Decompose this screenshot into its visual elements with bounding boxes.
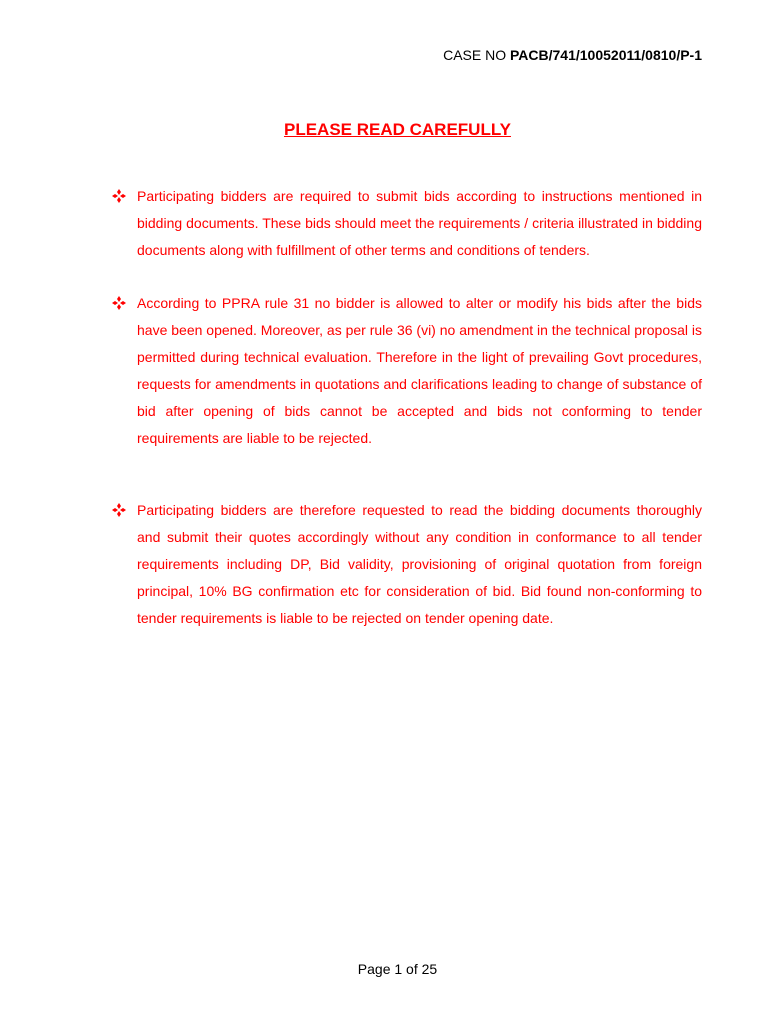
case-no-value: PACB/741/10052011/0810/P-1 (510, 47, 702, 63)
bullet-text: Participating bidders are therefore requested to read the bidding documents thoroughly and submit their quotes accordingly without any condition in conformance to all tender requirements including DP, Bid validity, provisioning of original quotation from foreign principal, 10% BG confirmation etc for consideration of bid. Bid found non-conforming to tender requirements is liable to be rejected on tender opening date. (137, 502, 702, 626)
diamond-bullet-icon (111, 502, 127, 518)
page-number: Page 1 of 25 (357, 961, 438, 977)
case-no-prefix: CASE NO (443, 47, 510, 63)
case-number-header (443, 47, 702, 63)
bullet-text: According to PPRA rule 31 no bidder is allowed to alter or modify his bids after the bids have been opened. Moreover, as per rule 36 (vi) no amendment in the technical proposal is permitted during technical evaluation. Therefore in the light of prevailing Govt procedures, requests for amendments in quotations and clarifications leading to change of substance of bid after opening of bids cannot be accepted and bids not conforming to tender requirements are liable to be rejected. (137, 295, 703, 446)
diamond-bullet-icon (111, 188, 127, 204)
bullet-text: Participating bidders are required to submit bids according to instructions mentioned in bidding documents. These bids should meet the requirements / criteria illustrated in bidding documents along with fulfillment of other terms and conditions of tenders. (137, 188, 702, 258)
page-title: PLEASE READ CAREFULLY (283, 120, 511, 139)
diamond-bullet-icon (111, 295, 127, 311)
